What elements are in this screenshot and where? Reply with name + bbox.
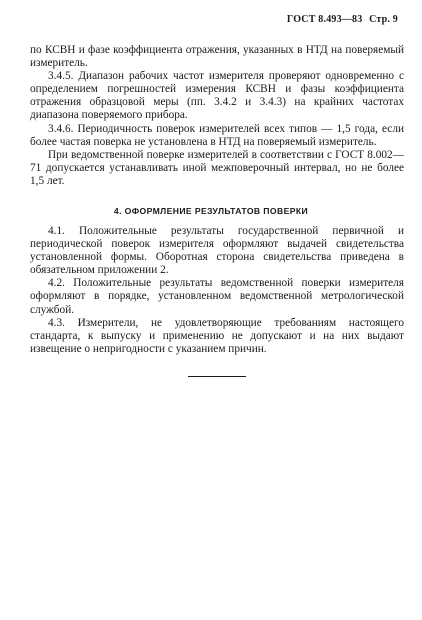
text-block-section-4 [30, 225, 404, 356]
paragraph-3-4-6: 3.4.6. Периодичность поверок измерителей всех типов — 1,5 года, если более частая поверка не установлена в НТД на поверяемый измеритель. [30, 122, 404, 148]
page-header [287, 14, 398, 25]
standard-number: ГОСТ 8.493—83 [286, 14, 363, 25]
text-block-top [30, 44, 404, 188]
page-number: Стр. 9 [369, 14, 398, 25]
section-title: 4. ОФОРМЛЕНИЕ РЕЗУЛЬТАТОВ ПОВЕРКИ [113, 206, 309, 216]
paragraph-continuation: по КСВН и фазе коэффициента отражения, указанных в НТД на поверяемый измеритель. [30, 44, 404, 70]
paragraph-4-1: 4.1. Положительные результаты государственной первичной и периодической поверок измерителя оформляют выдачей свидетельства установленной формы. Оборотная сторона свидетельства приведена в обязательном приложении 2. [30, 225, 404, 277]
paragraph-4-3: 4.3. Измерители, не удовлетворяющие требованиям настоящего стандарта, к выпуску и применению не допускают и на них выдают извещение о непригодности с указанием причин. [30, 316, 404, 355]
end-rule [188, 376, 246, 377]
paragraph-3-4-5: 3.4.5. Диапазон рабочих частот измерителя проверяют одновременно с определением погрешностей измерения КСВН и фазы коэффициента отражения образцовой меры (пп. 3.4.2 и 3.4.3) на крайних частотах диапазона поверяемого прибора. [30, 70, 404, 122]
paragraph-4-2: 4.2. Положительные результаты ведомственной поверки измерителя оформляют в порядке, установленном ведомственной метрологической службой. [30, 277, 404, 316]
paragraph-departmental-verification: При ведомственной поверке измерителей в соответствии с ГОСТ 8.002—71 допускается устанавливать иной межповерочный интервал, но не более 1,5 лет. [30, 148, 404, 187]
